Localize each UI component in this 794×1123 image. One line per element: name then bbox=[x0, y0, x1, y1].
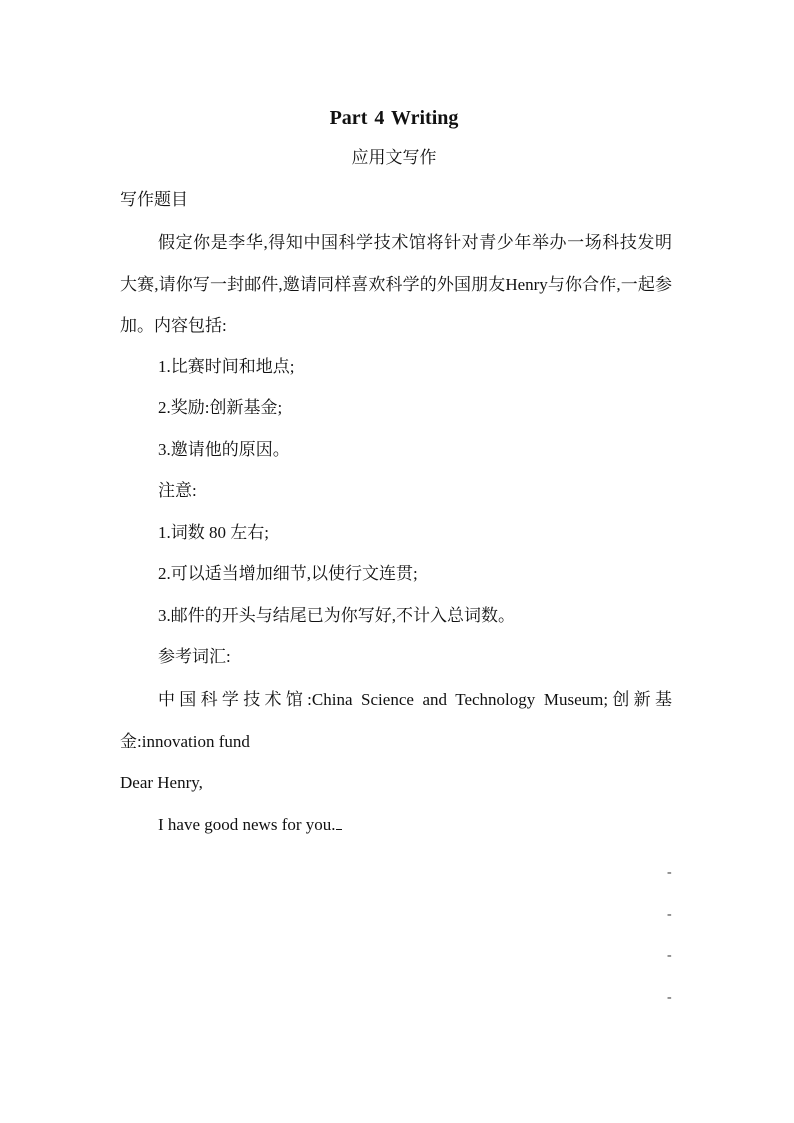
letter-opening bbox=[158, 815, 342, 835]
section-label: 写作题目 bbox=[120, 190, 188, 209]
answer-line-mark: - bbox=[667, 990, 672, 1005]
vocab-label: 参考词汇: bbox=[158, 647, 231, 666]
answer-line-mark: - bbox=[667, 907, 672, 922]
answer-line-mark: - bbox=[667, 948, 672, 963]
page-subtitle: 应用文写作 bbox=[351, 148, 437, 167]
requirement-item: 1.比赛时间和地点; bbox=[158, 357, 295, 376]
requirement-item: 2.奖励:创新基金; bbox=[158, 398, 283, 417]
letter-opening-text: I have good news for you. bbox=[158, 815, 336, 834]
page-title: Part 4 Writing bbox=[329, 107, 459, 129]
answer-blank-start[interactable] bbox=[336, 815, 342, 830]
prompt-paragraph: 假定你是李华,得知中国科学技术馆将针对青少年举办一场科技发明大赛,请你写一封邮件,邀请同样喜欢科学的外国朋友Henry与你合作,一起参加。内容包括: bbox=[120, 233, 672, 335]
vocab-text: 中国科学技术馆:China Science and Technology Museum;创新基金:innovation fund bbox=[120, 690, 672, 751]
notes-label: 注意: bbox=[158, 481, 197, 500]
note-item: 1.词数 80 左右; bbox=[158, 523, 269, 542]
note-item: 2.可以适当增加细节,以使行文连贯; bbox=[158, 564, 418, 583]
note-item: 3.邮件的开头与结尾已为你写好,不计入总词数。 bbox=[158, 606, 515, 625]
answer-line-mark: - bbox=[667, 865, 672, 880]
requirement-item: 3.邀请他的原因。 bbox=[158, 440, 290, 459]
letter-greeting: Dear Henry, bbox=[120, 773, 203, 792]
